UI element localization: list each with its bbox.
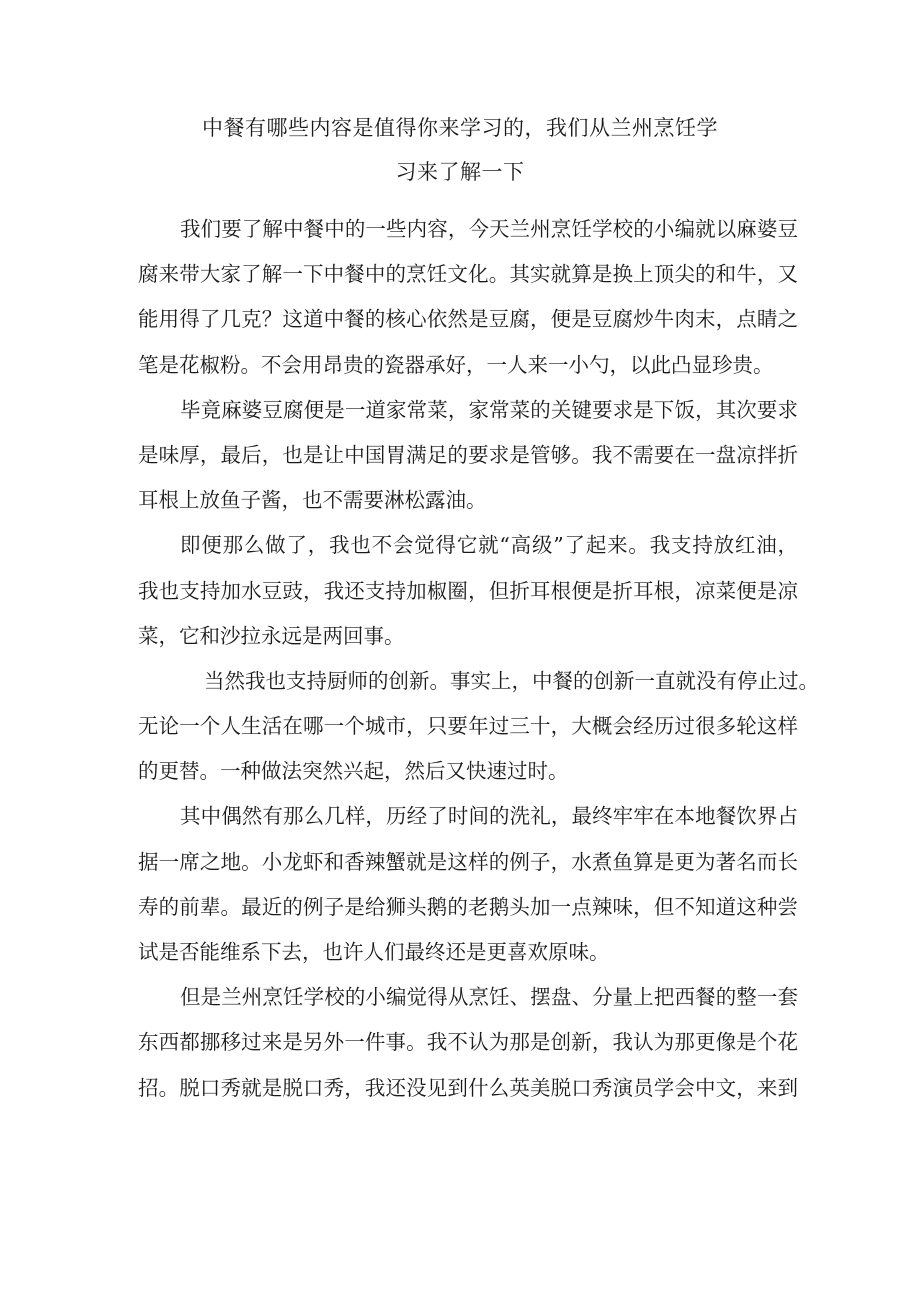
paragraph-line: 即便那么做了，我也不会觉得它就“高级”了起来。我支持放红油， <box>180 533 798 558</box>
paragraph-line: 试是否能维系下去，也许人们最终还是更喜欢原味。 <box>138 940 610 964</box>
paragraph-line: 无论一个人生活在哪一个城市，只要年过三十，大概会经历过很多轮这样 <box>138 714 798 739</box>
paragraph-line: 其中偶然有那么几样，历经了时间的洗礼，最终牢牢在本地餐饮界占 <box>180 804 798 829</box>
paragraph-6 <box>138 975 798 1111</box>
paragraph-2 <box>138 388 798 524</box>
paragraph-line: 菜，它和沙拉永远是两回事。 <box>138 623 405 648</box>
paragraph-line: 但是兰州烹饪学校的小编觉得从烹饪、摆盘、分量上把西餐的整一套 <box>180 985 798 1010</box>
paragraph-line: 当然我也支持厨师的创新。事实上，中餐的创新一直就没有停止过。 <box>204 668 819 693</box>
paragraph-5 <box>138 794 798 975</box>
paragraph-1 <box>138 207 798 388</box>
paragraph-line: 据一席之地。小龙虾和香辣蟹就是这样的例子，水煮鱼算是更为著名而长 <box>138 849 798 874</box>
document-title-line-1: 中餐有哪些内容是值得你来学习的，我们从兰州烹饪学 <box>202 116 718 140</box>
paragraph-line: 我也支持加水豆豉，我还支持加椒圈，但折耳根便是折耳根，凉菜便是凉 <box>138 578 798 603</box>
paragraph-line: 的更替。一种做法突然兴起，然后又快速过时。 <box>138 759 569 784</box>
document-title-line-2: 习来了解一下 <box>395 160 525 184</box>
document-body <box>138 207 819 1111</box>
paragraph-line: 笔是花椒粉。不会用昂贵的瓷器承好，一人来一小勺，以此凸显珍贵。 <box>138 352 774 377</box>
paragraph-line: 耳根上放鱼子酱，也不需要淋松露油。 <box>138 488 487 513</box>
paragraph-line: 毕竟麻婆豆腐便是一道家常菜，家常菜的关键要求是下饭，其次要求 <box>180 397 798 422</box>
paragraph-line: 能用得了几克？这道中餐的核心依然是豆腐，便是豆腐炒牛肉末，点睛之 <box>138 307 798 332</box>
paragraph-3 <box>138 523 798 659</box>
paragraph-line: 腐来带大家了解一下中餐中的烹饪文化。其实就算是换上顶尖的和牛，又 <box>138 262 798 287</box>
paragraph-line: 东西都挪移过来是另外一件事。我不认为那是创新，我认为那更像是个花 <box>138 1030 798 1055</box>
paragraph-line: 是味厚，最后，也是让中国胃满足的要求是管够。我不需要在一盘凉拌折 <box>138 442 798 467</box>
paragraph-4 <box>138 659 819 795</box>
paragraph-line: 寿的前辈。最近的例子是给狮头鹅的老鹅头加一点辣味，但不知道这种尝 <box>138 894 798 919</box>
paragraph-line: 招。脱口秀就是脱口秀，我还没见到什么英美脱口秀演员学会中文，来到 <box>138 1075 798 1100</box>
paragraph-line: 我们要了解中餐中的一些内容，今天兰州烹饪学校的小编就以麻婆豆 <box>180 217 798 241</box>
